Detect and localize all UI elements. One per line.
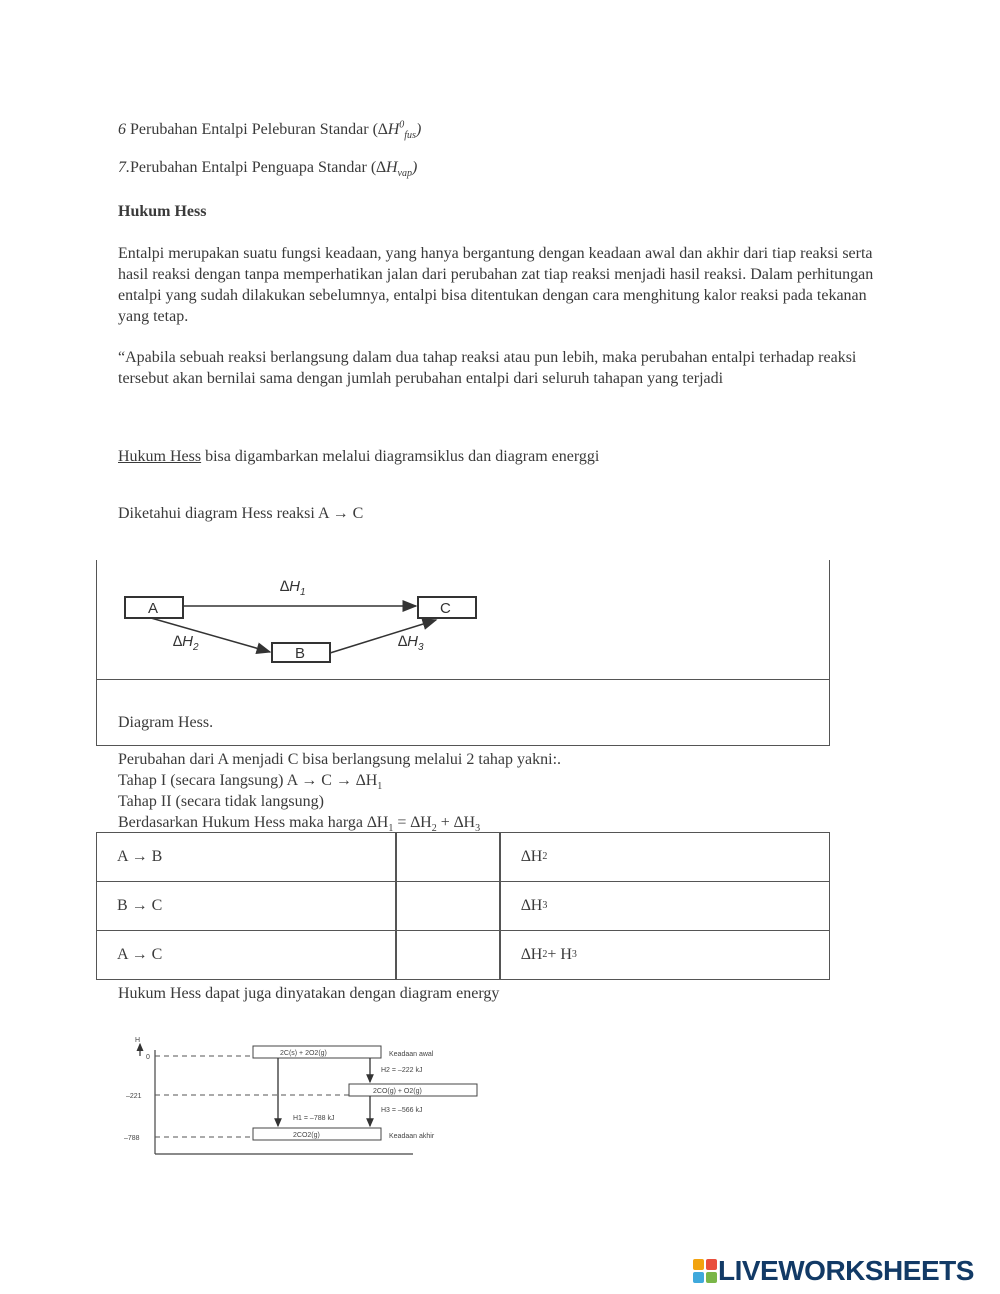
node-a-label: A [148, 600, 159, 617]
dh2-label: $\Delta H_2$ [173, 633, 199, 653]
box-initial-label: 2C(s) + 2O2(g) [280, 1050, 327, 1057]
level-label-221: –221 [126, 1093, 142, 1100]
logo-grid-icon [692, 1258, 718, 1284]
step-line-1: Perubahan dari A menjadi C bisa berlangsung melalui 2 tahap yakni:. [118, 751, 562, 768]
logo-text: LIVEWORKSHEETS [718, 1255, 974, 1286]
table-cell-reaction: A → C [96, 930, 396, 980]
dh3-label: $\Delta H_3$ [398, 633, 424, 653]
box-intermediate-label: 2CO(g) + O2(g) [373, 1088, 422, 1095]
label-h1: H1 = –788 kJ [293, 1115, 335, 1122]
table-cell-empty [396, 832, 500, 882]
figure-right-border [829, 560, 830, 746]
step-line-4: Berdasarkan Hukum Hess maka harga $\Delta H_1 = \Delta H_2 + \Delta H_3$ [118, 814, 481, 835]
label-keadaan-awal: Keadaan awal [389, 1051, 434, 1058]
box-final-label: 2CO2(g) [293, 1132, 320, 1139]
axis-label-h: H [135, 1037, 141, 1044]
logo-square-icon [693, 1259, 704, 1270]
delta-symbol: ∆ [377, 121, 388, 138]
table-cell-reaction: A → B [96, 832, 396, 882]
label-h3: H3 = –566 kJ [381, 1107, 423, 1114]
subscript-fus: fus [404, 130, 416, 142]
section-title: Hukum Hess [118, 203, 207, 220]
h-symbol: H [385, 159, 398, 176]
heading-7-text: Perubahan Entalpi Penguapa Standar ( [130, 159, 377, 176]
energy-intro: Hukum Hess dapat juga dinyatakan dengan diagram energy [118, 985, 500, 1002]
heading-6 [118, 120, 421, 140]
logo-square-icon [706, 1259, 717, 1270]
hess-line [118, 447, 599, 467]
table-cell-empty [396, 881, 500, 931]
arrow-a-to-b [151, 618, 270, 652]
hukum-hess-link[interactable]: Hukum Hess [118, 448, 202, 465]
paragraph-quote: “Apabila sebuah reaksi berlangsung dalam dua tahap reaksi atau pun lebih, maka perubahan entalpi terhadap reaksi tersebut akan bernilai sama dengan jumlah perubahan entalpi dari seluruh tahapan yang terjadi [118, 349, 857, 387]
step-line-2: Tahap I (secara Iangsung) $A \to C \to \Delta H_1$ [118, 772, 383, 793]
superscript-0: 0 [399, 119, 405, 131]
h-symbol: H [387, 121, 400, 138]
step-line-3: Tahap II (secara tidak langsung) [118, 793, 324, 810]
liveworksheets-logo[interactable] [692, 1255, 974, 1287]
close-paren: ) [411, 159, 418, 176]
hess-table [96, 832, 830, 980]
level-label-0: 0 [146, 1054, 150, 1061]
label-h2: H2 = –222 kJ [381, 1067, 423, 1074]
table-cell-dh: ∆H 2 + H 3 [500, 930, 830, 980]
table-cell-empty [396, 930, 500, 980]
logo-square-icon [706, 1272, 717, 1283]
level-label-788: –788 [124, 1135, 140, 1142]
table-cell-dh: ∆H 2 [500, 832, 830, 882]
cycle-diagram [96, 560, 516, 675]
node-b-label: B [295, 645, 306, 662]
delta-symbol: ∆ [376, 159, 386, 176]
hess-cycle-figure [96, 560, 830, 746]
figure-bottom-border [96, 745, 830, 746]
heading-6-number: 6 [118, 121, 126, 138]
subscript-vap: vap [397, 168, 412, 180]
heading-7 [118, 158, 417, 178]
diketahui-text: Diketahui diagram Hess reaksi A → C [118, 505, 364, 522]
table-cell-reaction: B → C [96, 881, 396, 931]
hess-line-rest: bisa digambarkan melalui diagramsiklus dan diagram energgi [201, 448, 600, 465]
paragraph-entalpi: Entalpi merupakan suatu fungsi keadaan, yang hanya bergantung dengan keadaan awal dan akhir dari tiap reaksi serta hasil reaksi dengan tanpa memperhatikan jalan dari perubahan zat tiap reaksi menjadi hasil reaksi. Dalam perhitungan entalpi yang sudah dilakukan sebelumnya, entalpi bisa ditentukan dengan cara menghitung kalor reaksi pada tekanan yang tetap. [118, 245, 874, 325]
node-c-label: C [440, 600, 451, 617]
heading-6-text: Perubahan Entalpi Peleburan Standar ( [126, 121, 378, 138]
logo-square-icon [693, 1272, 704, 1283]
energy-diagram [118, 1036, 488, 1160]
table-cell-dh: ∆H 3 [500, 881, 830, 931]
label-keadaan-akhir: Keadaan akhir [389, 1133, 435, 1140]
dh1-label: $\Delta H_1$ [280, 578, 306, 598]
heading-7-number: 7. [118, 159, 130, 176]
diagram-caption: Diagram Hess. [118, 714, 214, 731]
close-paren: ) [415, 121, 422, 138]
figure-divider [96, 679, 830, 680]
